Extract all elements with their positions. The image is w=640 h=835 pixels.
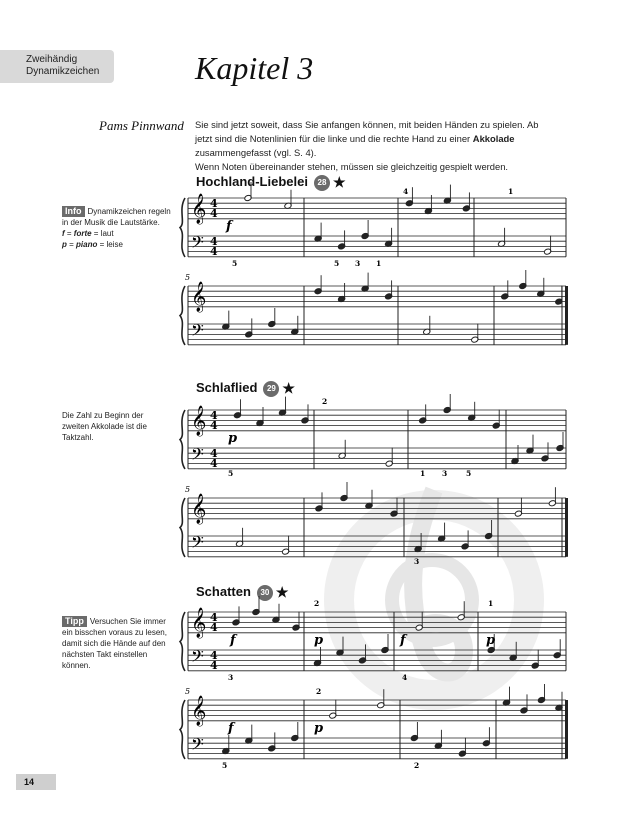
- pams-pinnwand-label: Pams Pinnwand: [99, 118, 184, 133]
- song-title-text: Hochland-Liebelei: [196, 174, 308, 189]
- time-signature: 4: [210, 419, 218, 432]
- song-title-text: Schlaflied: [196, 380, 258, 395]
- intro-line-2b: zusammengefasst (vgl. S. 4).: [195, 147, 317, 158]
- intro-line-1: Sie sind jetzt soweit, dass Sie anfangen können, mit beiden Händen zu spielen. Ab jetzt sind die: [195, 119, 539, 144]
- piano-word: piano: [76, 240, 98, 249]
- fingering-number: 2: [316, 687, 322, 696]
- time-signature: 4: [210, 197, 218, 210]
- fingering-number: 3: [414, 557, 420, 566]
- piano-meaning: = leise: [97, 240, 123, 249]
- fingering-number: 5: [334, 259, 340, 268]
- piano-symbol: p: [62, 240, 67, 249]
- treble-clef-icon: 𝄞: [191, 608, 207, 638]
- dynamic-mark: p: [314, 721, 324, 736]
- bass-clef-icon: 𝄢: [191, 532, 204, 556]
- intro-bold-word: Akkolade: [472, 133, 515, 144]
- star-icon: ★: [275, 584, 289, 601]
- measure-number: 5: [185, 273, 191, 282]
- dynamic-mark: p: [314, 633, 324, 648]
- tab-line-2: Dynamikzeichen: [26, 66, 100, 77]
- forte-meaning: = laut: [91, 229, 114, 238]
- intro-line-3: Wenn Noten übereinander stehen, müssen sie gleichzeitig gespielt werden.: [195, 161, 509, 172]
- fingering-number: 3: [355, 259, 361, 268]
- bass-clef-icon: 𝄢: [191, 444, 204, 468]
- fingering-number: 1: [376, 259, 382, 268]
- dynamic-mark: f: [400, 633, 406, 648]
- time-signature: 4: [210, 409, 218, 422]
- fingering-number: 4: [403, 187, 409, 196]
- fingering-number: 3: [228, 673, 234, 682]
- measure-number: 5: [185, 485, 191, 494]
- brace: [180, 498, 185, 557]
- time-signature: 4: [210, 621, 218, 634]
- final-barline: [565, 286, 568, 345]
- brace: [180, 410, 185, 469]
- time-signature: 4: [210, 457, 218, 470]
- fingering-number: 1: [508, 187, 514, 196]
- fingering-number: 2: [414, 761, 420, 770]
- page-number: 14: [16, 774, 56, 790]
- chapter-title: Kapitel 3: [195, 50, 314, 86]
- fingering-number: 1: [420, 469, 426, 478]
- forte-word: forte: [73, 229, 92, 238]
- track-number-badge: 30: [257, 585, 273, 601]
- forte-symbol: f: [62, 229, 65, 238]
- schlaflied-note: Die Zahl zu Beginn der zweiten Akkolade ist die Taktzahl.: [62, 411, 147, 442]
- treble-clef-icon: 𝄞: [191, 282, 207, 312]
- time-signature: 4: [210, 245, 218, 258]
- song-title-text: Schatten: [196, 584, 251, 599]
- time-signature: 4: [210, 207, 218, 220]
- dynamic-mark: f: [230, 633, 236, 648]
- fingering-number: 3: [442, 469, 448, 478]
- final-barline: [565, 700, 568, 759]
- measure-number: 5: [185, 687, 191, 696]
- tipp-text: Versuchen Sie immer ein bisschen voraus zu lesen, damit sich die Hände auf den nächsten Takt einstellen können.: [62, 617, 167, 670]
- fingering-number: 1: [488, 599, 494, 608]
- piano-eq: =: [66, 240, 77, 249]
- star-icon: ★: [282, 380, 295, 397]
- info-label: Info: [62, 206, 85, 217]
- dynamic-mark: f: [226, 219, 232, 234]
- track-number-badge: 28: [314, 175, 330, 191]
- time-signature: 4: [210, 611, 218, 624]
- fingering-number: 5: [222, 761, 228, 770]
- time-signature: 4: [210, 659, 218, 672]
- forte-eq: =: [64, 229, 74, 238]
- intro-line-2a: Notenlinien für die linke und die rechte Hand zu einer: [249, 133, 473, 144]
- final-barline: [565, 498, 568, 557]
- brace: [180, 612, 185, 671]
- time-signature: 4: [210, 649, 218, 662]
- tipp-label: Tipp: [62, 616, 87, 627]
- info-text: Dynamikzeichen regeln in der Musik die Lautstärke.: [62, 207, 171, 227]
- dynamic-mark: f: [228, 721, 234, 736]
- fingering-number: 2: [322, 397, 328, 406]
- brace: [180, 700, 185, 759]
- treble-clef-icon: 𝄞: [191, 494, 207, 524]
- tab-line-1: Zweihändig: [26, 54, 78, 65]
- track-number-badge: 29: [263, 381, 279, 397]
- brace: [180, 198, 185, 257]
- bass-clef-icon: 𝄢: [191, 232, 204, 256]
- fingering-number: 5: [228, 469, 234, 478]
- time-signature: 4: [210, 235, 218, 248]
- treble-clef-icon: 𝄞: [191, 194, 207, 224]
- dynamic-mark: p: [486, 633, 496, 648]
- bass-clef-icon: 𝄢: [191, 646, 204, 670]
- bass-clef-icon: 𝄢: [191, 320, 204, 344]
- treble-clef-icon: 𝄞: [191, 696, 207, 726]
- bass-clef-icon: 𝄢: [191, 734, 204, 758]
- brace: [180, 286, 185, 345]
- time-signature: 4: [210, 447, 218, 460]
- star-icon: ★: [332, 174, 346, 191]
- treble-clef-icon: 𝄞: [191, 406, 207, 436]
- fingering-number: 5: [466, 469, 472, 478]
- fingering-number: 4: [402, 673, 408, 682]
- dynamic-mark: p: [228, 431, 238, 446]
- fingering-number: 5: [232, 259, 238, 268]
- fingering-number: 2: [314, 599, 320, 608]
